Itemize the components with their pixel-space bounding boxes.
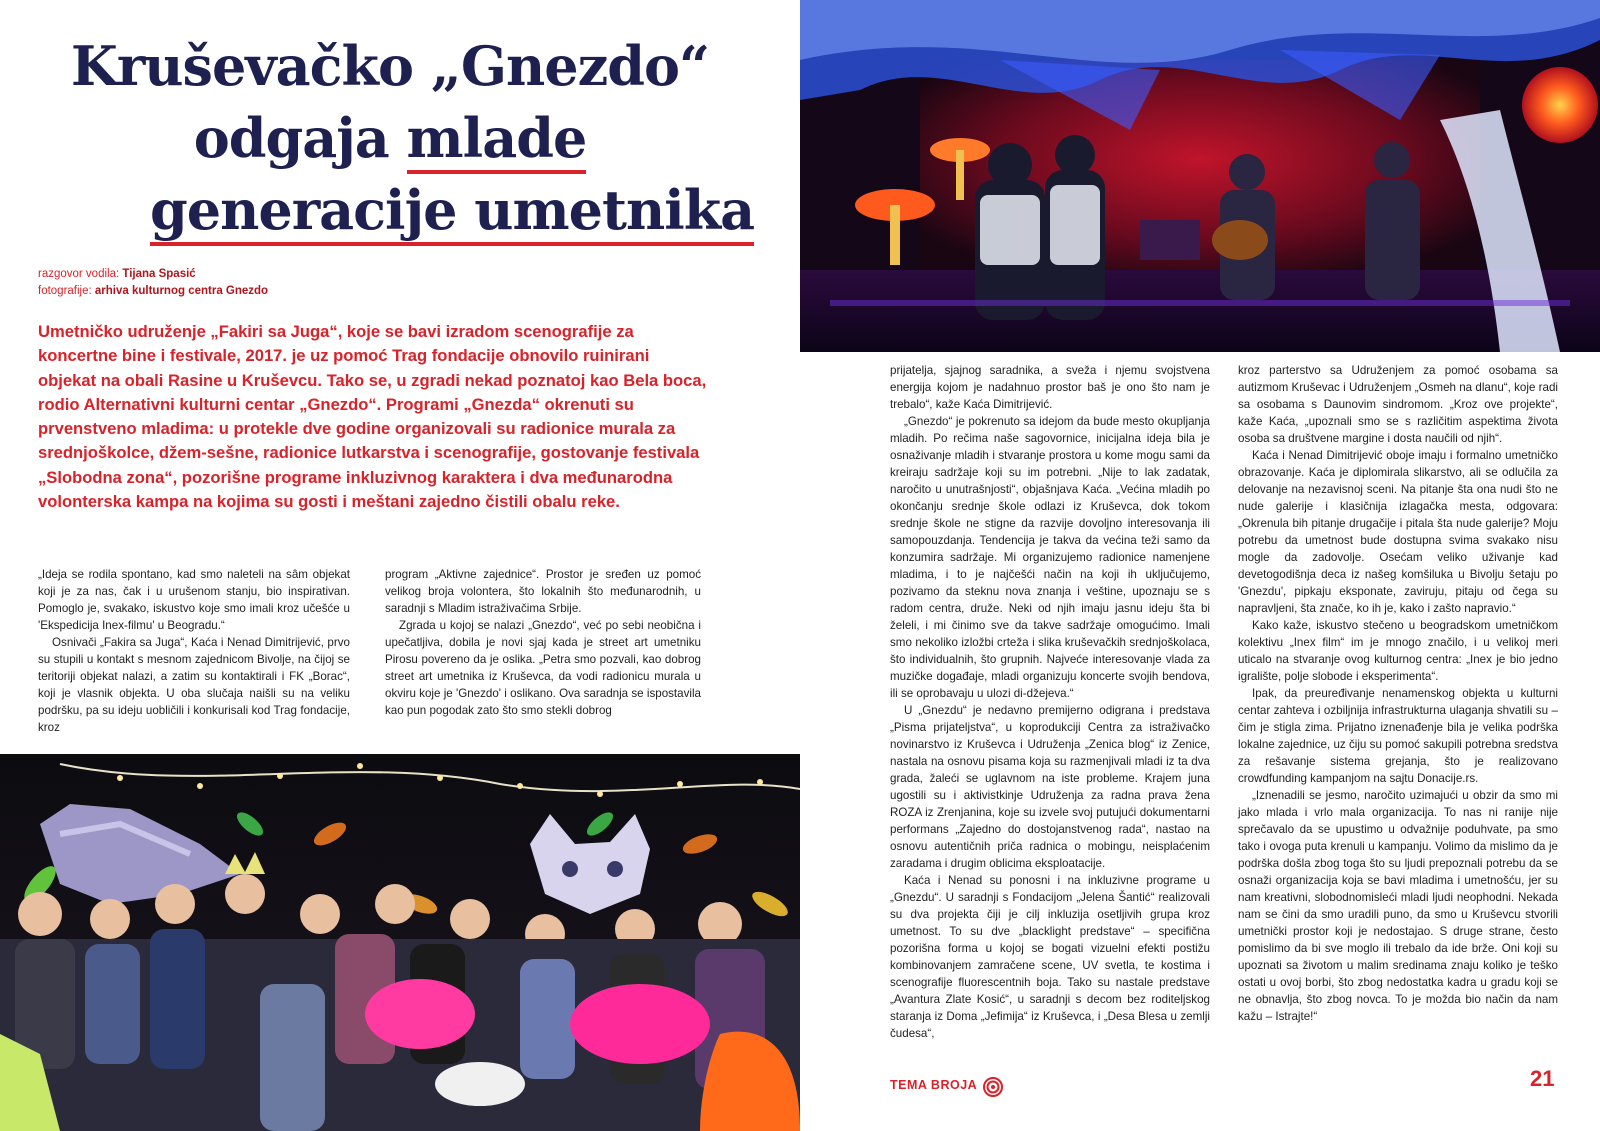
article-credits	[38, 266, 268, 300]
headline-line-1: Kruševačko „Gnezdo“	[70, 34, 710, 98]
paragraph: Osnivači „Fakira sa Juga“, Kaća i Nenad Dimitrijević, prvo su stupili u kontakt s mesnom zajednicom Bivolje, na čijoj se teritoriji objekat nalazi, a zatim su kontaktirali i FK „Borac“, koji je vlasnik objekta. U oba slučaja naišli su na veliku podršku, pa su ideju uobličili i konkurisali kod Trag fondacije, kroz	[38, 636, 350, 734]
headline-line-2b: mlade	[407, 106, 587, 174]
paragraph: „Iznenadili se jesmo, naročito uzimajući u obzir da smo mi jako mlada i vrlo mala organizacija. To nas ni ranije nije sprečavalo da se upustimo u odvažnije poduhvate, pa smo tako i ovoga puta krenuli u kampanju. Volimo da mislimo da je podrška došla zbog toga što su ljudi prepoznali potrebu da se osnaži organizacija koja se bavi mladima i umetnošću, jer su nam kreativni, slobodnomisleći mladi ljudi neophodni. Nekada nam se čini da smo uradili puno, da smo u Kruševcu stvorili umetnički prostor koji je nedostajao. S druge strane, često pomislimo da bi sve moglo ili trebalo da ide brže. Oni koji su upoznati sa životom u malim sredinama znaju koliko je teško ostati u ovoj borbi, što zbog nedostatka kadra u gradu koji se ne obnavlja, što zbog novca. To je možda bio način da nam kažu – Istrajte!“	[1238, 789, 1558, 1023]
body-column-2	[385, 566, 701, 719]
paragraph: „Ideja se rodila spontano, kad smo naleteli na sâm objekat koji je za nas, čak i u urušenom stanju, bio inspirativan. Pomoglo je, svakako, iskustvo koje smo imali kroz učešće u 'Ekspedicija Inex-filmu' u Beogradu.“	[38, 568, 350, 632]
target-icon	[983, 1077, 1003, 1097]
paragraph: program „Aktivne zajednice“. Prostor je sređen uz pomoć velikog broja volontera, što lokalnih što međunarodnih, u saradnji s Mladim istraživačima Srbije.	[385, 568, 701, 615]
body-column-4	[1238, 362, 1558, 1025]
paragraph: „Gnezdo“ je pokrenuto sa idejom da bude mesto okupljanja mladih. Po rečima naše sagovornice, inicijalna ideja bila je osnaživanje mladih i stvaranje prostora u kome mogu sami da kreiraju sadržaje koji su im potrebni. „Nije to lak zadatak, naročito u unutrašnjosti“, objašnjava Kaća. „Većina mladih po okončanju srednje škole odlazi iz Kruševca, dok tokom srednje škole ne stigne da razvije dovoljno interesovanja ili samopouzdanja. Tendencija je takva da većina teži samo da konzumira sadržaje. Mi organizujemo radionice namenjene mladima, i to je najčešći način na koji ih uključujemo, pozivamo da steknu nova znanja i veštine, upoznaju se s radom centra, druže. Neki od njih imaju jasnu ideju šta bi želeli, i mi činimo sve da takve sadržaje omogućimo. Imali smo nekoliko izložbi crteža i slika kruševačkih srednjoškolaca, što individualnih, što grupnih. Najveće interesovanje vlada za muzičke događaje, mladi organizuju koncerte svojih bendova, ili se oprobavaju u ulozi di-džejeva.“	[890, 415, 1210, 700]
concert-photo-art	[800, 0, 1600, 352]
article-lead: Umetničko udruženje „Fakiri sa Juga“, koje se bavi izradom scenografije za koncertne bine i festivale, 2017. je uz pomoć Trag fondacije obnovilo ruinirani objekat na obali Rasine u Kruševcu. Tako se, u zgradi nekad poznatoj kao Bela boca, rodio Alternativni kulturni centar „Gnezdo“. Programi „Gnezda“ okrenuti su prvenstveno mladima: u protekle dve godine organizovali su radionice murala za srednjoškolce, džem-sešne, radionice lutkarstva i scenografije, gostovanje festivala „Slobodna zona“, pozorišne programe inkluzivnog karaktera i dva međunarodna volonterska kampa na kojima su gosti i meštani zajedno čistili obalu reke.	[38, 322, 707, 512]
headline-line-2a: odgaja	[193, 106, 407, 170]
photo-label: fotografije:	[38, 285, 92, 297]
headline-line-3: generacije umetnika	[150, 178, 754, 246]
interview-author: Tijana Spasić	[122, 268, 196, 280]
paragraph: Kako kaže, iskustvo stečeno u beogradskom umetničkom kolektivu „Inex film“ im je mnogo značilo, i u velikoj meri uticalo na stvaranje ovog kulturnog centra: „Inex je bio jedno igralište, polje slobode i eksperimenta“.	[1238, 619, 1558, 683]
paragraph: prijatelja, sjajnog saradnika, a sveža i njemu svojstvena energija kojom je nadahnuo prostor baš je ono što nam je trebalo“, kaže Kaća Dimitrijević.	[890, 364, 1210, 411]
group-photo-art	[0, 754, 800, 1131]
article-headline	[30, 30, 755, 246]
interview-label: razgovor vodila:	[38, 268, 120, 280]
paragraph: Ipak, da preuređivanje nenamenskog objekta u kulturni centar zahteva i ozbiljnija infrastrukturna ulaganja shvatili su – čim je stigla zima. Prijatno iznenađenje bila je velika podrška lokalne zajednice, uz čiju su pomoć sakupili potrebna sredstva za rešavanje sistema grejanja, što je realizovano crowdfunding kampanjom na sajtu Donacije.rs.	[1238, 687, 1558, 785]
paragraph: U „Gnezdu“ je nedavno premijerno odigrana i predstava „Pisma prijateljstva“, u koprodukciji Centra za istraživačko novinarstvo iz Kruševca i Udruženja „Zenica blog“ iz Zenice, nastala na osnovu pisama koja su razmenjivali mladi iz ta dva grada, žaleći se uglavnom na iste probleme. Krajem juna ugostili su i aktivistkinje Udruženja za radna prava žena ROZA iz Zrenjanina, koje su izvele svoj putujući dokumentarni performans „Zajedno do dostojanstvenog rada“, nastao na osnovu autentičnih priča radnica o mobingu, neisplaćenim zaradama i drugim oblicima eksploatacije.	[890, 704, 1210, 870]
section-label: TEMA BROJA	[890, 1078, 978, 1092]
paragraph: Kaća i Nenad su ponosni i na inkluzivne programe u „Gnezdu“. U saradnji s Fondacijom „Jelena Šantić“ realizovali su dva projekta čiji je cilj inkluzija osetljivih grupa kroz umetnost. To su dve „blacklight predstave“ – specifična pozorišna forma u kojoj se bogati vizuelni efekti postižu kombinovanjem zamračene scene, UV svetla, te kostima i scenografije fluorescentnih boja. Tako su nastale predstave „Avantura Zlate Kosić“, u saradnji s decom bez roditeljskog staranja iz Doma „Jefimija“ iz Kruševca, i „Desa Blesa u zemlji čudesa“,	[890, 874, 1210, 1040]
concert-photo	[800, 0, 1600, 352]
paragraph: kroz parterstvo sa Udruženjem za pomoć osobama sa autizmom Kruševac i Udruženjem „Osmeh na dlanu“, koje radi sa osobama s Daunovim sindromom. „Kroz ove projekte“, kaže Kaća, „upoznali smo se s različitim aspektima života osoba sa društvene margine i dosta naučili od njih“.	[1238, 364, 1558, 445]
page-number: 21	[1530, 1066, 1555, 1091]
group-photo	[0, 754, 800, 1131]
photo-credit: arhiva kulturnog centra Gnezdo	[94, 285, 269, 297]
paragraph: Kaća i Nenad Dimitrijević oboje imaju i formalno umetničko obrazovanje. Kaća je diplomirala slikarstvo, ali se odlučila za delovanje na nezavisnoj sceni. Na pitanje šta ona nudi što ne nude galerije i klasičnija izlagačka mesta, odgovara: „Okrenula bih pitanje drugačije i pitala šta nude galerije? Moju potrebu da umetnost bude dostupna svima svakako nisu mogle da zadovolje. Osećam veliko uživanje kad devetogodišnja deca iz našeg komšiluka u Bivolju šetaju po 'Gnezdu', pipkaju eksponate, zaviruju, pitaju od čega su napravljeni, šta znače, ko ih je, kako i zašto napravio.“	[1238, 449, 1558, 615]
body-column-3	[890, 362, 1210, 1042]
paragraph: Zgrada u kojoj se nalazi „Gnezdo“, već po sebi neobična i upečatljiva, dobila je novi sjaj kada je street art umetniku Pirosu povereno da je oslika. „Petra smo pozvali, kao dobrog street art umetnika iz Kruševca, da vodi radionicu murala u okviru koje je 'Gnezdo' i oslikano. Ova saradnja se ispostavila kao pun pogodak zato što smo stekli dobrog	[385, 619, 701, 717]
body-column-1	[38, 566, 350, 736]
